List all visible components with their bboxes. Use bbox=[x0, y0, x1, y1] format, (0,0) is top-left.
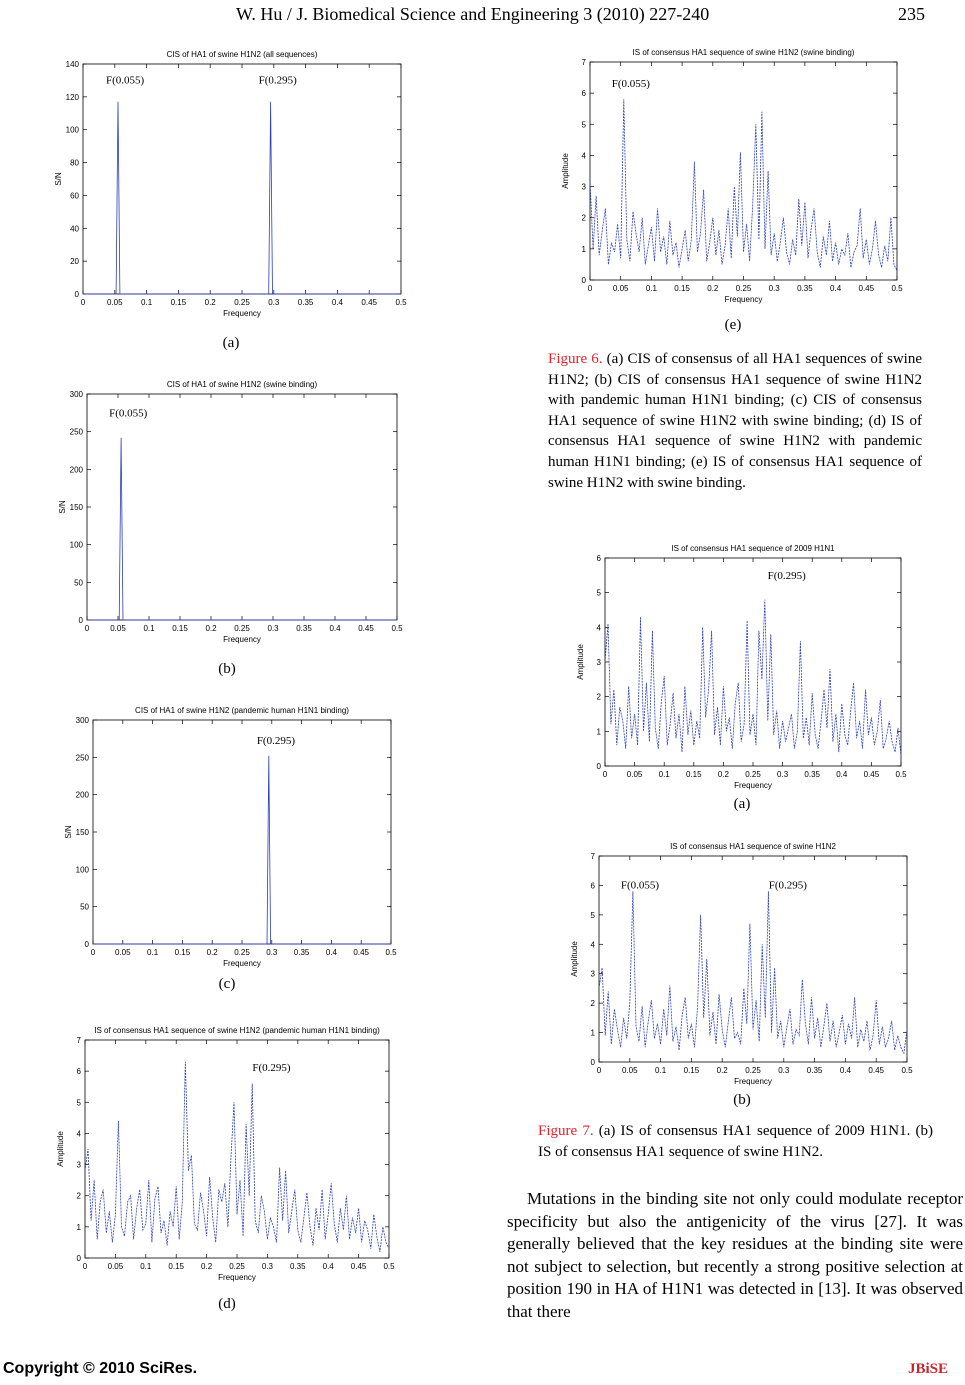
y-axis-label: Amplitude bbox=[576, 644, 585, 680]
y-tick-label: 300 bbox=[75, 716, 89, 725]
x-tick-label: 0.4 bbox=[836, 770, 848, 779]
y-tick-label: 0 bbox=[590, 1058, 595, 1067]
figure-6b-label: (b) bbox=[218, 661, 236, 677]
body-paragraph: Mutations in the binding site not only could modulate receptor specificity but also the antigenicity of the virus [27]. It was generally believed that the key residues at the binding site were not subject to selection, but recently a strong positive selection at position 190 in HA of H1N1 was detected in [13]. It was observed that there bbox=[507, 1189, 963, 1321]
peak-annotation: F(0.055) bbox=[109, 407, 148, 420]
x-tick-label: 0.15 bbox=[168, 1262, 184, 1271]
y-tick-label: 80 bbox=[70, 158, 79, 168]
x-tick-label: 0.5 bbox=[891, 284, 903, 293]
x-tick-label: 0.45 bbox=[863, 770, 880, 779]
y-tick-label: 2 bbox=[590, 999, 595, 1009]
y-tick-label: 200 bbox=[69, 465, 83, 475]
x-tick-label: 0.05 bbox=[107, 298, 123, 307]
x-tick-label: 0.45 bbox=[361, 298, 377, 307]
y-tick-label: 0 bbox=[74, 290, 79, 299]
x-axis-label: Frequency bbox=[734, 1077, 772, 1086]
figure-7a-label: (a) bbox=[733, 796, 751, 812]
chart-cis-swine-binding bbox=[35, 374, 415, 649]
x-tick-label: 0.45 bbox=[350, 1262, 367, 1271]
chart-cis-all-sequences bbox=[35, 40, 415, 325]
y-tick-label: 100 bbox=[69, 540, 83, 550]
y-tick-label: 3 bbox=[76, 1160, 81, 1170]
y-tick-label: 6 bbox=[596, 554, 601, 563]
y-axis-label: Amplitude bbox=[561, 153, 570, 189]
x-axis-label: Frequency bbox=[223, 635, 261, 644]
x-tick-label: 0.2 bbox=[717, 770, 729, 779]
y-tick-label: 140 bbox=[65, 60, 79, 69]
x-tick-label: 0.3 bbox=[777, 770, 789, 779]
y-axis-label: S/N bbox=[54, 172, 63, 186]
y-axis-label: Amplitude bbox=[56, 1131, 65, 1167]
x-tick-label: 0 bbox=[90, 948, 96, 957]
y-tick-label: 250 bbox=[69, 427, 83, 437]
x-tick-label: 0.25 bbox=[229, 1262, 245, 1271]
x-tick-label: 0.25 bbox=[745, 1066, 761, 1075]
y-tick-label: 5 bbox=[76, 1098, 81, 1108]
y-tick-label: 1 bbox=[590, 1028, 595, 1038]
y-tick-label: 250 bbox=[75, 753, 89, 763]
chart-is-swine-binding bbox=[545, 42, 920, 310]
peak-annotation: F(0.055) bbox=[105, 74, 145, 87]
y-tick-label: 6 bbox=[76, 1067, 81, 1077]
figure-7-caption bbox=[538, 1121, 933, 1162]
y-tick-label: 5 bbox=[581, 120, 586, 130]
x-tick-label: 0.25 bbox=[234, 298, 250, 307]
plot-frame bbox=[85, 1040, 389, 1258]
y-tick-label: 1 bbox=[581, 244, 586, 254]
y-tick-label: 100 bbox=[65, 125, 79, 135]
figure-6e bbox=[545, 42, 920, 310]
x-tick-label: 0.5 bbox=[391, 624, 403, 633]
y-tick-label: 1 bbox=[76, 1222, 81, 1232]
chart-is-pandemic-binding bbox=[35, 1018, 415, 1293]
x-axis-label: Frequency bbox=[724, 295, 763, 304]
x-tick-label: 0.05 bbox=[115, 948, 131, 957]
x-tick-label: 0.5 bbox=[901, 1066, 913, 1075]
x-tick-label: 0 bbox=[82, 1262, 88, 1271]
y-tick-label: 2 bbox=[596, 692, 601, 702]
y-tick-label: 4 bbox=[590, 940, 595, 950]
x-tick-label: 0.4 bbox=[325, 948, 337, 957]
y-tick-label: 0 bbox=[581, 276, 586, 285]
x-tick-label: 0.05 bbox=[110, 624, 126, 633]
y-tick-label: 4 bbox=[581, 151, 586, 161]
series-line bbox=[83, 102, 401, 294]
figure-6d-label: (d) bbox=[218, 1296, 236, 1312]
x-tick-label: 0.05 bbox=[612, 284, 629, 293]
chart-title: IS of consensus HA1 sequence of swine H1N2 bbox=[670, 842, 836, 851]
x-tick-label: 0 bbox=[602, 770, 608, 779]
x-tick-label: 0.15 bbox=[686, 770, 702, 779]
y-tick-label: 120 bbox=[65, 92, 79, 102]
x-tick-label: 0.5 bbox=[895, 770, 907, 779]
figure-7a bbox=[570, 540, 920, 795]
y-tick-label: 200 bbox=[75, 790, 89, 800]
figure-6-caption-text: (a) CIS of consensus of all HA1 sequences of swine H1N2; (b) CIS of consensus HA1 sequence of swine H1N2 with pandemic human H1N1 binding; (c) CIS of consensus HA1 sequence of swine H1N2 with swine binding; (d) IS of consensus HA1 sequence of swine H1N2 with pandemic human H1N1 binding; (e) IS of consensus HA1 sequence of swine H1N2 with swine binding. bbox=[548, 351, 923, 491]
x-tick-label: 0.05 bbox=[626, 770, 643, 779]
peak-annotation: F(0.295) bbox=[767, 569, 806, 582]
x-tick-label: 0.4 bbox=[830, 284, 842, 293]
x-tick-label: 0.1 bbox=[655, 1066, 667, 1075]
y-tick-label: 6 bbox=[590, 881, 595, 891]
y-axis-label: S/N bbox=[64, 825, 73, 839]
x-tick-label: 0.1 bbox=[143, 624, 155, 633]
x-tick-label: 0.1 bbox=[141, 298, 153, 307]
x-tick-label: 0.25 bbox=[735, 284, 752, 293]
x-tick-label: 0.3 bbox=[778, 1066, 790, 1075]
figure-6e-label: (e) bbox=[724, 317, 742, 333]
running-title: W. Hu / J. Biomedical Science and Engineering 3 (2010) 227-240 bbox=[236, 4, 710, 24]
x-tick-label: 0.1 bbox=[658, 770, 670, 779]
peak-annotation: F(0.055) bbox=[620, 879, 660, 892]
figure-6b bbox=[35, 374, 415, 649]
x-tick-label: 0 bbox=[587, 284, 593, 293]
x-tick-label: 0.35 bbox=[290, 1262, 306, 1271]
x-tick-label: 0.1 bbox=[645, 284, 657, 293]
x-tick-label: 0.15 bbox=[174, 948, 191, 957]
x-tick-label: 0.5 bbox=[395, 298, 407, 307]
x-tick-label: 0.4 bbox=[329, 624, 341, 633]
x-axis-label: Frequency bbox=[223, 309, 261, 318]
y-tick-label: 5 bbox=[590, 910, 595, 920]
peak-annotation: F(0.295) bbox=[256, 734, 296, 747]
plot-frame bbox=[93, 720, 391, 944]
x-tick-label: 0.4 bbox=[322, 1262, 334, 1271]
y-tick-label: 40 bbox=[70, 224, 79, 234]
x-tick-label: 0.3 bbox=[266, 948, 278, 957]
x-tick-label: 0.3 bbox=[268, 298, 280, 307]
body-text bbox=[507, 1188, 963, 1324]
y-tick-label: 100 bbox=[75, 865, 89, 875]
x-axis-label: Frequency bbox=[223, 959, 261, 968]
y-tick-label: 5 bbox=[596, 588, 601, 598]
y-tick-label: 3 bbox=[581, 182, 586, 192]
y-tick-label: 60 bbox=[70, 191, 79, 201]
x-tick-label: 0.25 bbox=[234, 624, 250, 633]
figure-6-caption bbox=[548, 349, 922, 493]
peak-annotation: F(0.055) bbox=[611, 77, 650, 90]
series-line bbox=[599, 891, 907, 1053]
y-axis-label: S/N bbox=[58, 500, 67, 514]
y-axis-label: Amplitude bbox=[570, 941, 579, 977]
y-tick-label: 3 bbox=[596, 658, 601, 667]
x-tick-label: 0.2 bbox=[707, 284, 719, 293]
y-tick-label: 7 bbox=[581, 58, 586, 67]
x-tick-label: 0.45 bbox=[858, 284, 875, 293]
y-tick-label: 0 bbox=[596, 762, 601, 771]
x-tick-label: 0.35 bbox=[806, 1066, 823, 1075]
chart-title: CIS of HA1 of swine H1N2 (swine binding) bbox=[166, 380, 318, 389]
x-tick-label: 0.15 bbox=[683, 1066, 700, 1075]
y-tick-label: 3 bbox=[590, 969, 595, 979]
x-tick-label: 0.35 bbox=[797, 284, 813, 293]
chart-title: CIS of HA1 of swine H1N2 (pandemic human H1N1 binding) bbox=[135, 706, 349, 715]
x-tick-label: 0.05 bbox=[622, 1066, 638, 1075]
y-tick-label: 20 bbox=[70, 257, 79, 267]
y-tick-label: 50 bbox=[74, 578, 83, 588]
y-tick-label: 50 bbox=[80, 902, 89, 912]
x-tick-label: 0.4 bbox=[331, 298, 343, 307]
figure-7-caption-text: (a) IS of consensus HA1 sequence of 2009 H1N1. (b) IS of consensus HA1 sequence of swine H1N2. bbox=[538, 1123, 934, 1160]
plot-frame bbox=[83, 64, 401, 294]
x-tick-label: 0.2 bbox=[205, 624, 217, 633]
figure-6c bbox=[35, 700, 415, 970]
x-tick-label: 0.05 bbox=[107, 1262, 124, 1271]
x-tick-label: 0.15 bbox=[172, 624, 188, 633]
peak-annotation: F(0.295) bbox=[252, 1062, 291, 1075]
series-line bbox=[85, 1062, 389, 1252]
x-tick-label: 0.5 bbox=[385, 948, 397, 957]
series-line bbox=[93, 756, 391, 944]
x-tick-label: 0.25 bbox=[234, 948, 250, 957]
chart-title: IS of consensus HA1 sequence of swine H1N2 (swine binding) bbox=[632, 48, 855, 57]
figure-6d bbox=[35, 1018, 415, 1293]
y-tick-label: 0 bbox=[84, 940, 89, 949]
chart-cis-pandemic-binding bbox=[35, 700, 415, 970]
x-tick-label: 0.35 bbox=[293, 948, 310, 957]
series-line bbox=[87, 438, 397, 620]
chart-title: IS of consensus HA1 sequence of 2009 H1N1 bbox=[671, 544, 835, 553]
footer-copyright: Copyright © 2010 SciRes. bbox=[3, 1360, 198, 1377]
x-tick-label: 0 bbox=[596, 1066, 602, 1075]
x-tick-label: 0.25 bbox=[745, 770, 761, 779]
x-tick-label: 0.3 bbox=[267, 624, 279, 633]
x-tick-label: 0.2 bbox=[201, 1262, 213, 1271]
series-line bbox=[590, 99, 897, 270]
x-tick-label: 0.35 bbox=[296, 624, 312, 633]
chart-title: CIS of HA1 of swine H1N2 (all sequences) bbox=[166, 50, 318, 59]
chart-title: IS of consensus HA1 sequence of swine H1N2 (pandemic human H1N1 binding) bbox=[94, 1026, 380, 1035]
peak-annotation: F(0.295) bbox=[258, 74, 297, 87]
x-tick-label: 0 bbox=[84, 624, 90, 633]
x-tick-label: 0.5 bbox=[383, 1262, 395, 1271]
y-tick-label: 150 bbox=[75, 828, 89, 837]
x-tick-label: 0.1 bbox=[140, 1262, 152, 1271]
figure-6a-label: (a) bbox=[222, 335, 240, 351]
x-tick-label: 0.2 bbox=[204, 298, 216, 307]
x-axis-label: Frequency bbox=[218, 1273, 256, 1282]
y-tick-label: 7 bbox=[590, 852, 595, 861]
y-tick-label: 4 bbox=[596, 623, 601, 633]
y-tick-label: 2 bbox=[76, 1191, 81, 1201]
plot-frame bbox=[87, 394, 397, 620]
y-tick-label: 4 bbox=[76, 1129, 81, 1139]
figure-6-caption-label: Figure 6. bbox=[548, 351, 603, 367]
y-tick-label: 2 bbox=[581, 213, 586, 223]
peak-annotation: F(0.295) bbox=[768, 879, 807, 892]
figure-7b-label: (b) bbox=[733, 1092, 751, 1108]
y-tick-label: 6 bbox=[581, 89, 586, 99]
y-tick-label: 0 bbox=[78, 616, 83, 625]
x-tick-label: 0.3 bbox=[768, 284, 780, 293]
chart-is-2009-h1n1 bbox=[570, 540, 920, 795]
figure-6a bbox=[35, 40, 415, 325]
x-tick-label: 0 bbox=[80, 298, 86, 307]
x-tick-label: 0.45 bbox=[358, 624, 374, 633]
x-tick-label: 0.35 bbox=[297, 298, 314, 307]
figure-6c-label: (c) bbox=[218, 976, 236, 992]
x-tick-label: 0.45 bbox=[868, 1066, 884, 1075]
chart-is-swine-h1n2 bbox=[565, 840, 920, 1090]
x-tick-label: 0.2 bbox=[716, 1066, 728, 1075]
y-tick-label: 150 bbox=[69, 503, 83, 512]
x-tick-label: 0.3 bbox=[261, 1262, 273, 1271]
x-tick-label: 0.1 bbox=[147, 948, 159, 957]
x-tick-label: 0.45 bbox=[353, 948, 369, 957]
series-line bbox=[605, 600, 901, 756]
x-axis-label: Frequency bbox=[734, 781, 772, 790]
page-number: 235 bbox=[898, 4, 925, 24]
x-tick-label: 0.15 bbox=[170, 298, 187, 307]
x-tick-label: 0.35 bbox=[804, 770, 820, 779]
y-tick-label: 300 bbox=[69, 390, 83, 399]
figure-7b bbox=[565, 840, 920, 1090]
y-tick-label: 0 bbox=[76, 1254, 81, 1263]
y-tick-label: 1 bbox=[596, 727, 601, 737]
x-tick-label: 0.15 bbox=[674, 284, 690, 293]
footer-journal: JBiSE bbox=[908, 1361, 949, 1377]
x-tick-label: 0.2 bbox=[206, 948, 218, 957]
y-tick-label: 7 bbox=[76, 1036, 81, 1045]
figure-7-caption-label: Figure 7. bbox=[538, 1123, 594, 1139]
x-tick-label: 0.4 bbox=[839, 1066, 851, 1075]
